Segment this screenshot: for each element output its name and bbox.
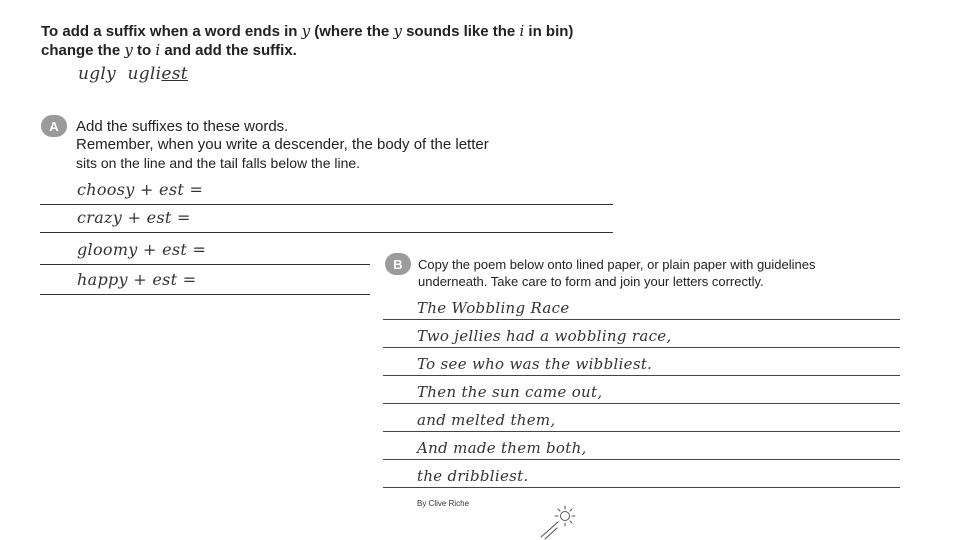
section-b-badge: B [385,253,411,275]
exercise-line[interactable] [40,268,370,295]
section-a-line-3: sits on the line and the tail falls below the line. [76,155,361,171]
poem-line [383,383,900,404]
intro-instructions [41,22,601,60]
intro-text: sounds like the [401,23,520,40]
intro-letter-y: y [301,22,311,40]
intro-letter-i: i [519,22,525,40]
sparkle-icon [538,500,582,540]
example-result-stem: ugli [127,64,162,84]
exercise-line[interactable] [40,206,613,233]
exercise-prompt: gloomy + est = [77,240,207,259]
section-b-line-1: Copy the poem below onto lined paper, or plain paper with guidelines [418,257,816,272]
example-handwriting [78,64,188,84]
poem-text: Two jellies had a wobbling race, [417,327,672,345]
exercise-prompt: happy + est = [77,270,197,289]
poem-text: To see who was the wibbliest. [417,355,653,373]
intro-text: (where the [310,23,394,40]
example-result-suffix: est [161,64,188,84]
exercise-prompt: choosy + est = [77,180,204,199]
poem-title: The Wobbling Race [417,299,570,317]
poem-text: And made them both, [417,439,587,457]
exercise-prompt: crazy + est = [77,208,191,227]
poem-line [383,411,900,432]
poem-line [383,439,900,460]
intro-letter-i: i [155,41,161,59]
exercise-line[interactable] [40,238,370,265]
poem-line [383,467,900,488]
intro-letter-y: y [124,41,133,59]
intro-text: and add the suffix. [160,42,297,59]
poem-title-line [383,299,900,320]
section-a-line-2: Remember, when you write a descender, the body of the letter [76,136,489,153]
poem-line [383,355,900,376]
section-a-line-1: Add the suffixes to these words. [76,118,289,135]
intro-line-2 [41,41,601,60]
section-a-badge: A [41,115,67,137]
example-word: ugly [78,64,117,84]
poem-line [383,327,900,348]
poem-text: and melted them, [417,411,556,429]
poem-text: the dribbliest. [417,467,529,485]
section-b-instructions [418,256,898,290]
section-b-line-2: underneath. Take care to form and join your letters correctly. [418,274,764,289]
section-a-instructions [76,118,616,172]
exercise-line[interactable] [40,178,613,205]
intro-text: to [132,42,156,59]
intro-text: To add a suffix when a word ends in [41,23,302,40]
poem-author: By Clive Riche [417,499,470,508]
poem-text: Then the sun came out, [417,383,603,401]
intro-text: change the [41,42,125,59]
intro-text: in bin) [524,23,574,40]
intro-line-1 [41,22,601,41]
intro-letter-y: y [393,22,402,40]
